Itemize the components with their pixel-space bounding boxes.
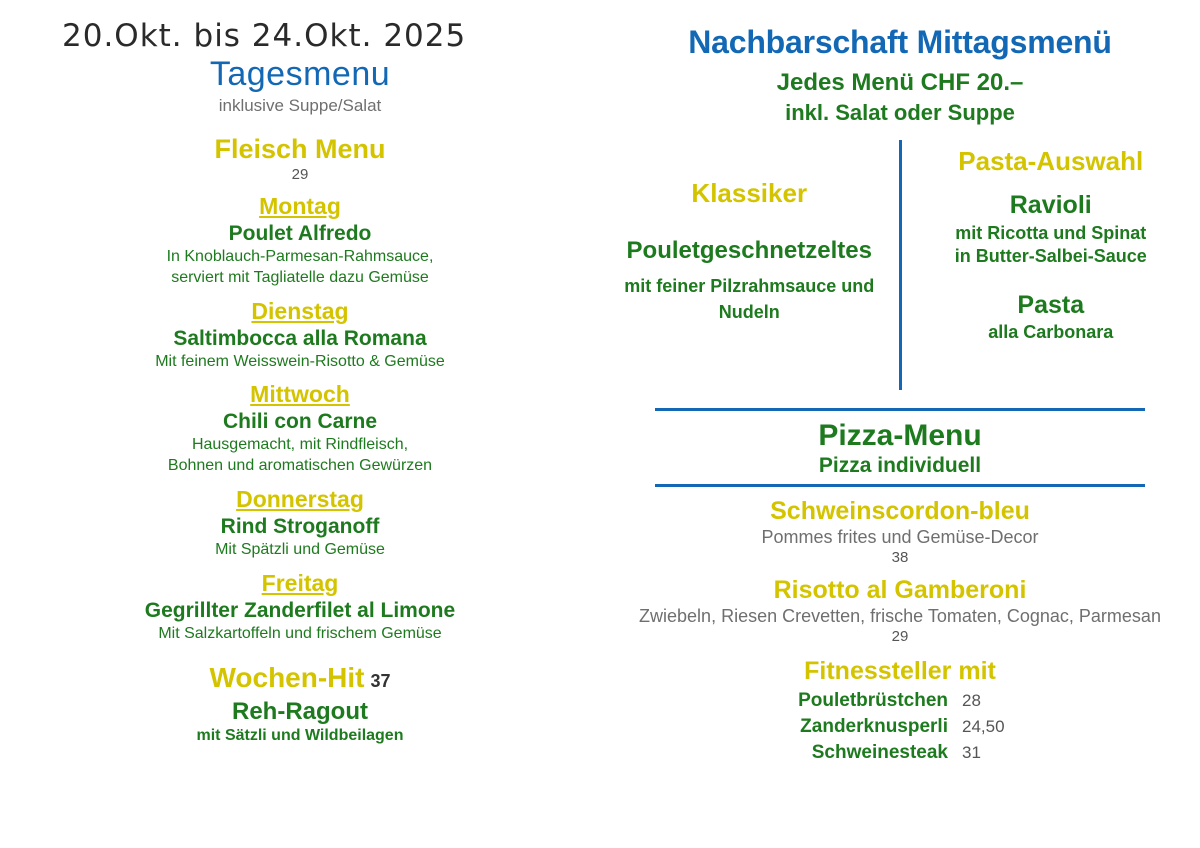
pasta-column bbox=[899, 140, 1200, 390]
day-heading-donnerstag: Donnerstag bbox=[236, 486, 364, 513]
klassiker-desc-line2: Nudeln bbox=[718, 302, 780, 323]
pasta-item-ravioli: Ravioli bbox=[1009, 191, 1092, 219]
pizza-menu-subtitle: Pizza individuell bbox=[818, 454, 982, 477]
wochen-hit-price: 37 bbox=[370, 670, 391, 691]
dish-desc-mittwoch-line2: Bohnen und aromatischen Gewürzen bbox=[167, 457, 433, 475]
fitnessteller-item-price: 24,50 bbox=[962, 717, 1005, 736]
dish-desc-mittwoch-line1: Hausgemacht, mit Rindfleisch, bbox=[191, 436, 409, 454]
fitnessteller-row bbox=[600, 690, 1200, 712]
special-price-risotto: 29 bbox=[891, 628, 909, 645]
dish-name-dienstag: Saltimbocca alla Romana bbox=[173, 326, 427, 350]
wochen-hit-label: Wochen-Hit bbox=[209, 661, 365, 693]
dish-desc-montag-line2: serviert mit Tagliatelle dazu Gemüse bbox=[171, 268, 429, 286]
fitnessteller-item-name: Pouletbrüstchen bbox=[798, 690, 948, 711]
dish-desc-freitag-line1: Mit Salzkartoffeln und frischem Gemüse bbox=[158, 624, 442, 642]
pizza-menu-title: Pizza-Menu bbox=[818, 419, 982, 452]
fleisch-menu-heading: Fleisch Menu bbox=[214, 134, 386, 164]
nachbarschaft-price-line: Jedes Menü CHF 20.– bbox=[776, 69, 1024, 96]
pasta-item-ravioli-desc-line1: mit Ricotta und Spinat bbox=[955, 223, 1147, 243]
fitnessteller-row bbox=[600, 716, 1200, 738]
fitnessteller-item-price: 28 bbox=[962, 691, 981, 710]
fleisch-menu-price: 29 bbox=[291, 166, 309, 183]
klassiker-desc-line1: mit feiner Pilzrahmsauce und bbox=[624, 276, 875, 296]
special-desc-cordon-bleu: Pommes frites und Gemüse-Decor bbox=[761, 527, 1039, 547]
klassiker-dish: Pouletgeschnetzeltes bbox=[626, 237, 872, 264]
wochen-hit-dish: Reh-Ragout bbox=[232, 697, 368, 725]
specials-list bbox=[600, 497, 1200, 645]
fitnessteller-heading: Fitnessteller mit bbox=[804, 657, 996, 685]
date-range: 20.Okt. bis 24.Okt. 2025 bbox=[62, 18, 467, 54]
klassiker-column bbox=[600, 140, 899, 390]
dish-desc-montag-line1: In Knoblauch-Parmesan-Rahmsauce, bbox=[166, 248, 434, 265]
dish-name-donnerstag: Rind Stroganoff bbox=[220, 515, 380, 539]
dish-name-montag: Poulet Alfredo bbox=[228, 222, 372, 245]
pasta-item-ravioli-desc-line2: in Butter-Salbei-Sauce bbox=[954, 246, 1147, 267]
pasta-item-pasta: Pasta bbox=[1017, 290, 1085, 319]
pizza-menu-block bbox=[655, 408, 1145, 487]
page-title: Tagesmenu bbox=[209, 55, 391, 93]
special-price-cordon-bleu: 38 bbox=[891, 549, 909, 566]
dish-name-mittwoch: Chili con Carne bbox=[222, 410, 378, 434]
klassiker-pasta-section bbox=[600, 140, 1200, 390]
day-heading-montag: Montag bbox=[259, 193, 341, 219]
klassiker-heading: Klassiker bbox=[691, 178, 808, 208]
wochen-hit-desc: mit Sätzli und Wildbeilagen bbox=[196, 726, 404, 744]
special-name-risotto: Risotto al Gamberoni bbox=[773, 576, 1027, 604]
fitnessteller-item-name: Schweinesteak bbox=[811, 742, 948, 763]
nachbarschaft-title: Nachbarschaft Mittagsmenü bbox=[688, 24, 1112, 60]
pasta-item-pasta-desc: alla Carbonara bbox=[988, 321, 1114, 342]
pasta-heading: Pasta-Auswahl bbox=[958, 146, 1144, 176]
fitnessteller-row bbox=[600, 742, 1200, 764]
dish-desc-dienstag-line1: Mit feinem Weisswein-Risotto & Gemüse bbox=[155, 352, 445, 370]
fitnessteller-item-price: 31 bbox=[962, 743, 981, 762]
day-heading-dienstag: Dienstag bbox=[251, 297, 349, 324]
dish-desc-donnerstag-line1: Mit Spätzli und Gemüse bbox=[215, 541, 385, 559]
tagesmenu-subtitle: inklusive Suppe/Salat bbox=[218, 96, 382, 115]
dish-name-freitag: Gegrillter Zanderfilet al Limone bbox=[144, 598, 456, 622]
day-heading-mittwoch: Mittwoch bbox=[250, 381, 350, 408]
fitnessteller-item-name: Zanderknusperli bbox=[800, 716, 948, 737]
special-desc-risotto: Zwiebeln, Riesen Crevetten, frische Tomaten, Cognac, Parmesan bbox=[639, 606, 1161, 626]
day-heading-freitag: Freitag bbox=[261, 569, 339, 596]
special-name-cordon-bleu: Schweinscordon-bleu bbox=[770, 497, 1030, 525]
wochen-hit-row bbox=[0, 662, 600, 694]
nachbarschaft-include-line: inkl. Salat oder Suppe bbox=[785, 100, 1015, 125]
nachbarschaft-column bbox=[600, 0, 1200, 848]
